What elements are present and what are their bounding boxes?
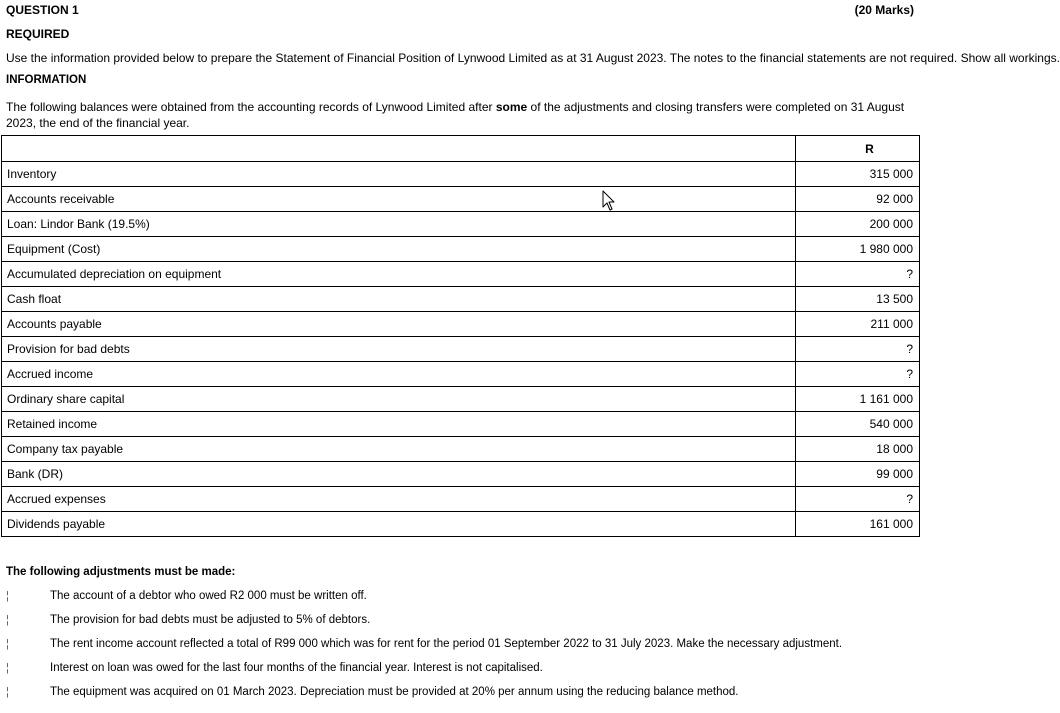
balance-label: Accumulated depreciation on equipment xyxy=(2,262,796,287)
balance-amount: 161 000 xyxy=(796,512,920,537)
bullet-icon: ¦ xyxy=(6,614,9,626)
balance-label: Cash float xyxy=(2,287,796,312)
balance-label: Inventory xyxy=(2,162,796,187)
list-item xyxy=(0,685,900,709)
list-item xyxy=(0,589,900,613)
table-row xyxy=(2,237,920,262)
balance-amount: 92 000 xyxy=(796,187,920,212)
balance-amount: 1 980 000 xyxy=(796,237,920,262)
balance-label: Retained income xyxy=(2,412,796,437)
intro-bold-word: some xyxy=(495,100,528,114)
balance-label: Dividends payable xyxy=(2,512,796,537)
table-row xyxy=(2,412,920,437)
table-row xyxy=(2,337,920,362)
table-row xyxy=(2,212,920,237)
bullet-icon: ¦ xyxy=(6,686,9,698)
table-row xyxy=(2,362,920,387)
balance-label: Accounts payable xyxy=(2,312,796,337)
bullet-icon: ¦ xyxy=(6,590,9,602)
balance-amount: ? xyxy=(796,362,920,387)
adjustment-text: The rent income account reflected a total of R99 000 which was for rent for the period 01 September 2022 to 31 July 2023. Make the necessary adjustment. xyxy=(50,638,843,650)
intro-text-end: of the adjustments and closing transfers were completed on 31 August 2023, the end of the financial year. xyxy=(6,100,905,130)
balance-amount: 99 000 xyxy=(796,462,920,487)
balance-label: Ordinary share capital xyxy=(2,387,796,412)
balance-amount: ? xyxy=(796,262,920,287)
balance-amount: 13 500 xyxy=(796,287,920,312)
table-header-row xyxy=(2,136,920,162)
balance-amount: 18 000 xyxy=(796,437,920,462)
balance-label: Accrued income xyxy=(2,362,796,387)
balance-amount: 540 000 xyxy=(796,412,920,437)
adjustment-text: The provision for bad debts must be adjusted to 5% of debtors. xyxy=(50,614,371,626)
balance-label: Accrued expenses xyxy=(2,487,796,512)
balance-label: Provision for bad debts xyxy=(2,337,796,362)
table-row xyxy=(2,262,920,287)
adjustment-text: Interest on loan was owed for the last four months of the financial year. Interest is not capitalised. xyxy=(50,662,543,674)
table-row xyxy=(2,287,920,312)
balance-label: Equipment (Cost) xyxy=(2,237,796,262)
required-heading: REQUIRED xyxy=(6,27,70,41)
balance-label: Company tax payable xyxy=(2,437,796,462)
balance-label: Accounts receivable xyxy=(2,187,796,212)
intro-text-start: The following balances were obtained from the accounting records of Lynwood Limited after xyxy=(6,100,496,114)
table-row xyxy=(2,312,920,337)
mouse-pointer-icon xyxy=(602,190,616,212)
balance-amount: 315 000 xyxy=(796,162,920,187)
balance-amount: 200 000 xyxy=(796,212,920,237)
question-header xyxy=(6,3,914,19)
currency-header: R xyxy=(796,136,920,162)
required-instruction: Use the information provided below to prepare the Statement of Financial Position of Lynwood Limited as at 31 August 2023. The notes to the financial statements are not required. Show all workings. xyxy=(6,51,1060,65)
table-row xyxy=(2,387,920,412)
adjustment-text: The account of a debtor who owed R2 000 must be written off. xyxy=(50,590,367,602)
table-row xyxy=(2,437,920,462)
table-row xyxy=(2,162,920,187)
list-item xyxy=(0,637,900,661)
balance-label: Loan: Lindor Bank (19.5%) xyxy=(2,212,796,237)
balances-table xyxy=(1,135,920,537)
adjustments-list xyxy=(0,589,900,709)
balance-amount: 211 000 xyxy=(796,312,920,337)
table-row xyxy=(2,462,920,487)
list-item xyxy=(0,613,900,637)
balance-label: Bank (DR) xyxy=(2,462,796,487)
table-row xyxy=(2,187,920,212)
balance-amount: 1 161 000 xyxy=(796,387,920,412)
balance-amount: ? xyxy=(796,487,920,512)
table-row xyxy=(2,512,920,537)
bullet-icon: ¦ xyxy=(6,638,9,650)
list-item xyxy=(0,661,900,685)
bullet-icon: ¦ xyxy=(6,662,9,674)
information-heading: INFORMATION xyxy=(6,74,87,86)
question-title: QUESTION 1 xyxy=(6,3,79,17)
balance-amount: ? xyxy=(796,337,920,362)
table-row xyxy=(2,487,920,512)
adjustments-heading: The following adjustments must be made: xyxy=(6,566,236,578)
marks-label: (20 Marks) xyxy=(854,3,914,17)
adjustment-text: The equipment was acquired on 01 March 2023. Depreciation must be provided at 20% per annum using the reducing balance method. xyxy=(50,686,739,698)
header-label-cell xyxy=(2,136,796,162)
information-intro xyxy=(6,99,918,131)
